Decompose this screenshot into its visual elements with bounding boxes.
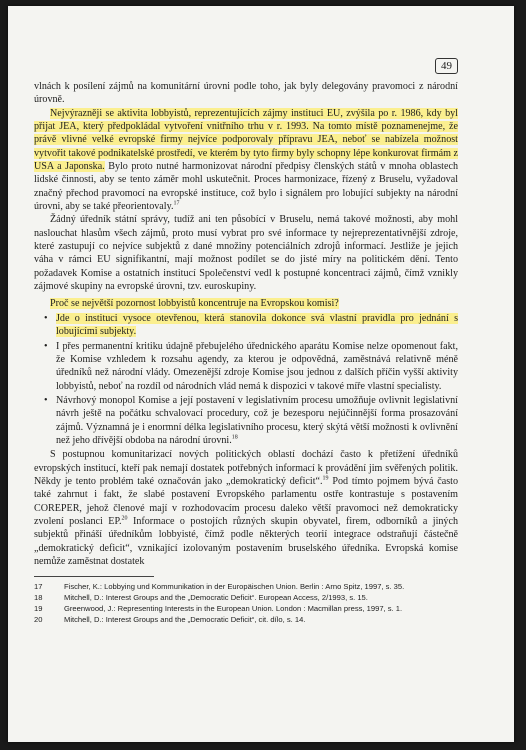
paragraph-intro: vlnách k posílení zájmů na komunitární úrovni podle toho, jak byly delegovány pravomoci z národní úrovně.: [34, 81, 458, 106]
highlighted-text: Nejvýrazněji se aktivita lobbyistů, reprezentujících zájmy instituci EU, zvýšila po r. 1986, kdy byl přijat JEA, který předpokládal vytvoření vnitřního trhu v r. 1993. Na tomto místě poznamenejme, že právě vlivné velké evropské firmy nejvíce podporovaly přípravu JEA, neboť se nabízela možnost vytvořit takové podnikatelské prostředí, ve kterém by tyto firmy byly schopny lépe konkurovat firmám z USA a Japonska.: [34, 107, 458, 173]
footnote: [34, 581, 458, 592]
footnote-ref: 20: [121, 515, 128, 522]
footnote-ref: 18: [231, 434, 238, 441]
footnote-ref: 17: [173, 200, 180, 207]
paragraph-text: Informace o postojích různých skupin obyvatel, firem, odborníků a jiných subjektů přináší úředníkům lobbyisté, čímž podle některých teorií integrace odstraňují částečně „demokratický deficit“, vznikající izolovaným postavením bruselského úředníka. Evropská komise nemůže zaměstnat dostatek: [34, 516, 459, 568]
paragraph-question: [34, 297, 458, 310]
paragraph-text: Bylo proto nutné harmonizovat národní předpisy členských států v mnoha oblastech lidské činnosti, aby se tento záměr mohl uskutečnit. Proces harmonizace, řízený z Bruselu, vyžadoval značný přechod pravomocí na evropské instituce, což bylo i signálem pro lobující subjekty na národní úrovni, aby se také přeorientovaly.: [34, 161, 458, 213]
list-item-text: I přes permanentní kritiku údajně přebujelého úřednického aparátu Komise nelze opomenout fakt, že Komise vzhledem k rozsahu agendy, za kterou je odpovědná, zaměstnává relativně méně úředníků než národní vlády. Omezenější zdroje Komise jsou jednou z dalších příčin vyšší aktivity lobbyistů, neboť na rozdíl od národních vlád nemá k dispozici v takové míře vlastní specialisty.: [56, 340, 458, 392]
paragraph-lobbying-activity: [34, 107, 458, 214]
document-page: [8, 6, 514, 742]
page-body: [34, 80, 458, 625]
paragraph-officials: Žádný úředník státní správy, tudíž ani ten působící v Bruselu, nemá takové možnosti, aby mohl naslouchat hlasům všech zájmů, proto musí vybrat pro své informace ty nejreprezentativnější zdroje, které zastupují co nejvíce subjektů z dané množiny potenciálních zdrojů informací. Jestliže je jejich váha v rámci EU signifikantní, mají možnost podílet se do jisté míry na politickém dění. Tento požadavek Komise a ostatních institucí Společenství vedl k postupné koncentraci zájmů, čímž vznikly zájmové skupiny na evropské úrovni, tzv. euroskupiny.: [34, 214, 458, 293]
footnote-text: Mitchell, D.: Interest Groups and the „Democratic Deficit“, cit. dílo, s. 14.: [64, 615, 306, 625]
footnote-text: Mitchell, D.: Interest Groups and the „Democratic Deficit“. European Access, 2/1993, s. 15.: [64, 593, 368, 603]
paragraph-democratic-deficit: [34, 448, 458, 568]
footnote: [34, 614, 458, 625]
footnote: [34, 603, 458, 614]
footnote-number: 18: [34, 593, 43, 603]
list-item: [56, 312, 458, 339]
footnote-number: 17: [34, 582, 43, 592]
paragraph-text: Pod tímto pojmem bývá často také zahrnut i fakt, že slabé postavení Evropského parlamentu ostře kontrastuje s postavením COREPER, jehož členové mají v rozhodovacím procesu daleko větší pravomoci než demokraticky zvolení poslanci EP.: [34, 475, 458, 527]
list-item-text: Návrhový monopol Komise a její postavení v legislativním procesu umožňuje ovlivnit legislativní návrh ještě na počátku schvalovací procedury, což je bezesporu nejúčinnější forma prosazování zájmů. Významná je i enormní délka legislativního procesu, který skýtá větší možnosti k ovlivnění než jeho dřívější obdoba na národní úrovni.: [56, 394, 458, 446]
footnote-text: Greenwood, J.: Representing Interests in the European Union. London : Macmillan press, 1997, s. 1.: [64, 604, 403, 614]
footnote-ref: 19: [322, 475, 329, 482]
footnote-number: 20: [34, 615, 43, 625]
page-number: 49: [435, 58, 458, 74]
highlighted-text: Jde o instituci vysoce otevřenou, která stanovila dokonce svá vlastní pravidla pro jednání s lobujícími subjekty.: [56, 312, 458, 338]
footnote-divider: [34, 576, 154, 577]
footnote-number: 19: [34, 604, 43, 614]
reasons-list: [34, 312, 458, 447]
footnote-text: Fischer, K.: Lobbying und Kommunikation in der Europäischen Union. Berlin : Arno Spitz, 1997, s. 35.: [64, 582, 405, 592]
paragraph-text: S postupnou komunitarizací nových politických oblastí dochází často k přetížení úředníků evropských institucí, kteří pak nemají dostatek potřebných informací k provádění jim svěřených politik. Někdy je tento problém také označován jako „demokratický deficit“.: [34, 449, 458, 487]
list-item: [56, 394, 458, 447]
highlighted-question: Proč se největší pozornost lobbyistů koncentruje na Evropskou komisi?: [50, 297, 339, 309]
footnote: [34, 592, 458, 603]
footnotes: [34, 581, 458, 625]
list-item: [56, 340, 458, 393]
